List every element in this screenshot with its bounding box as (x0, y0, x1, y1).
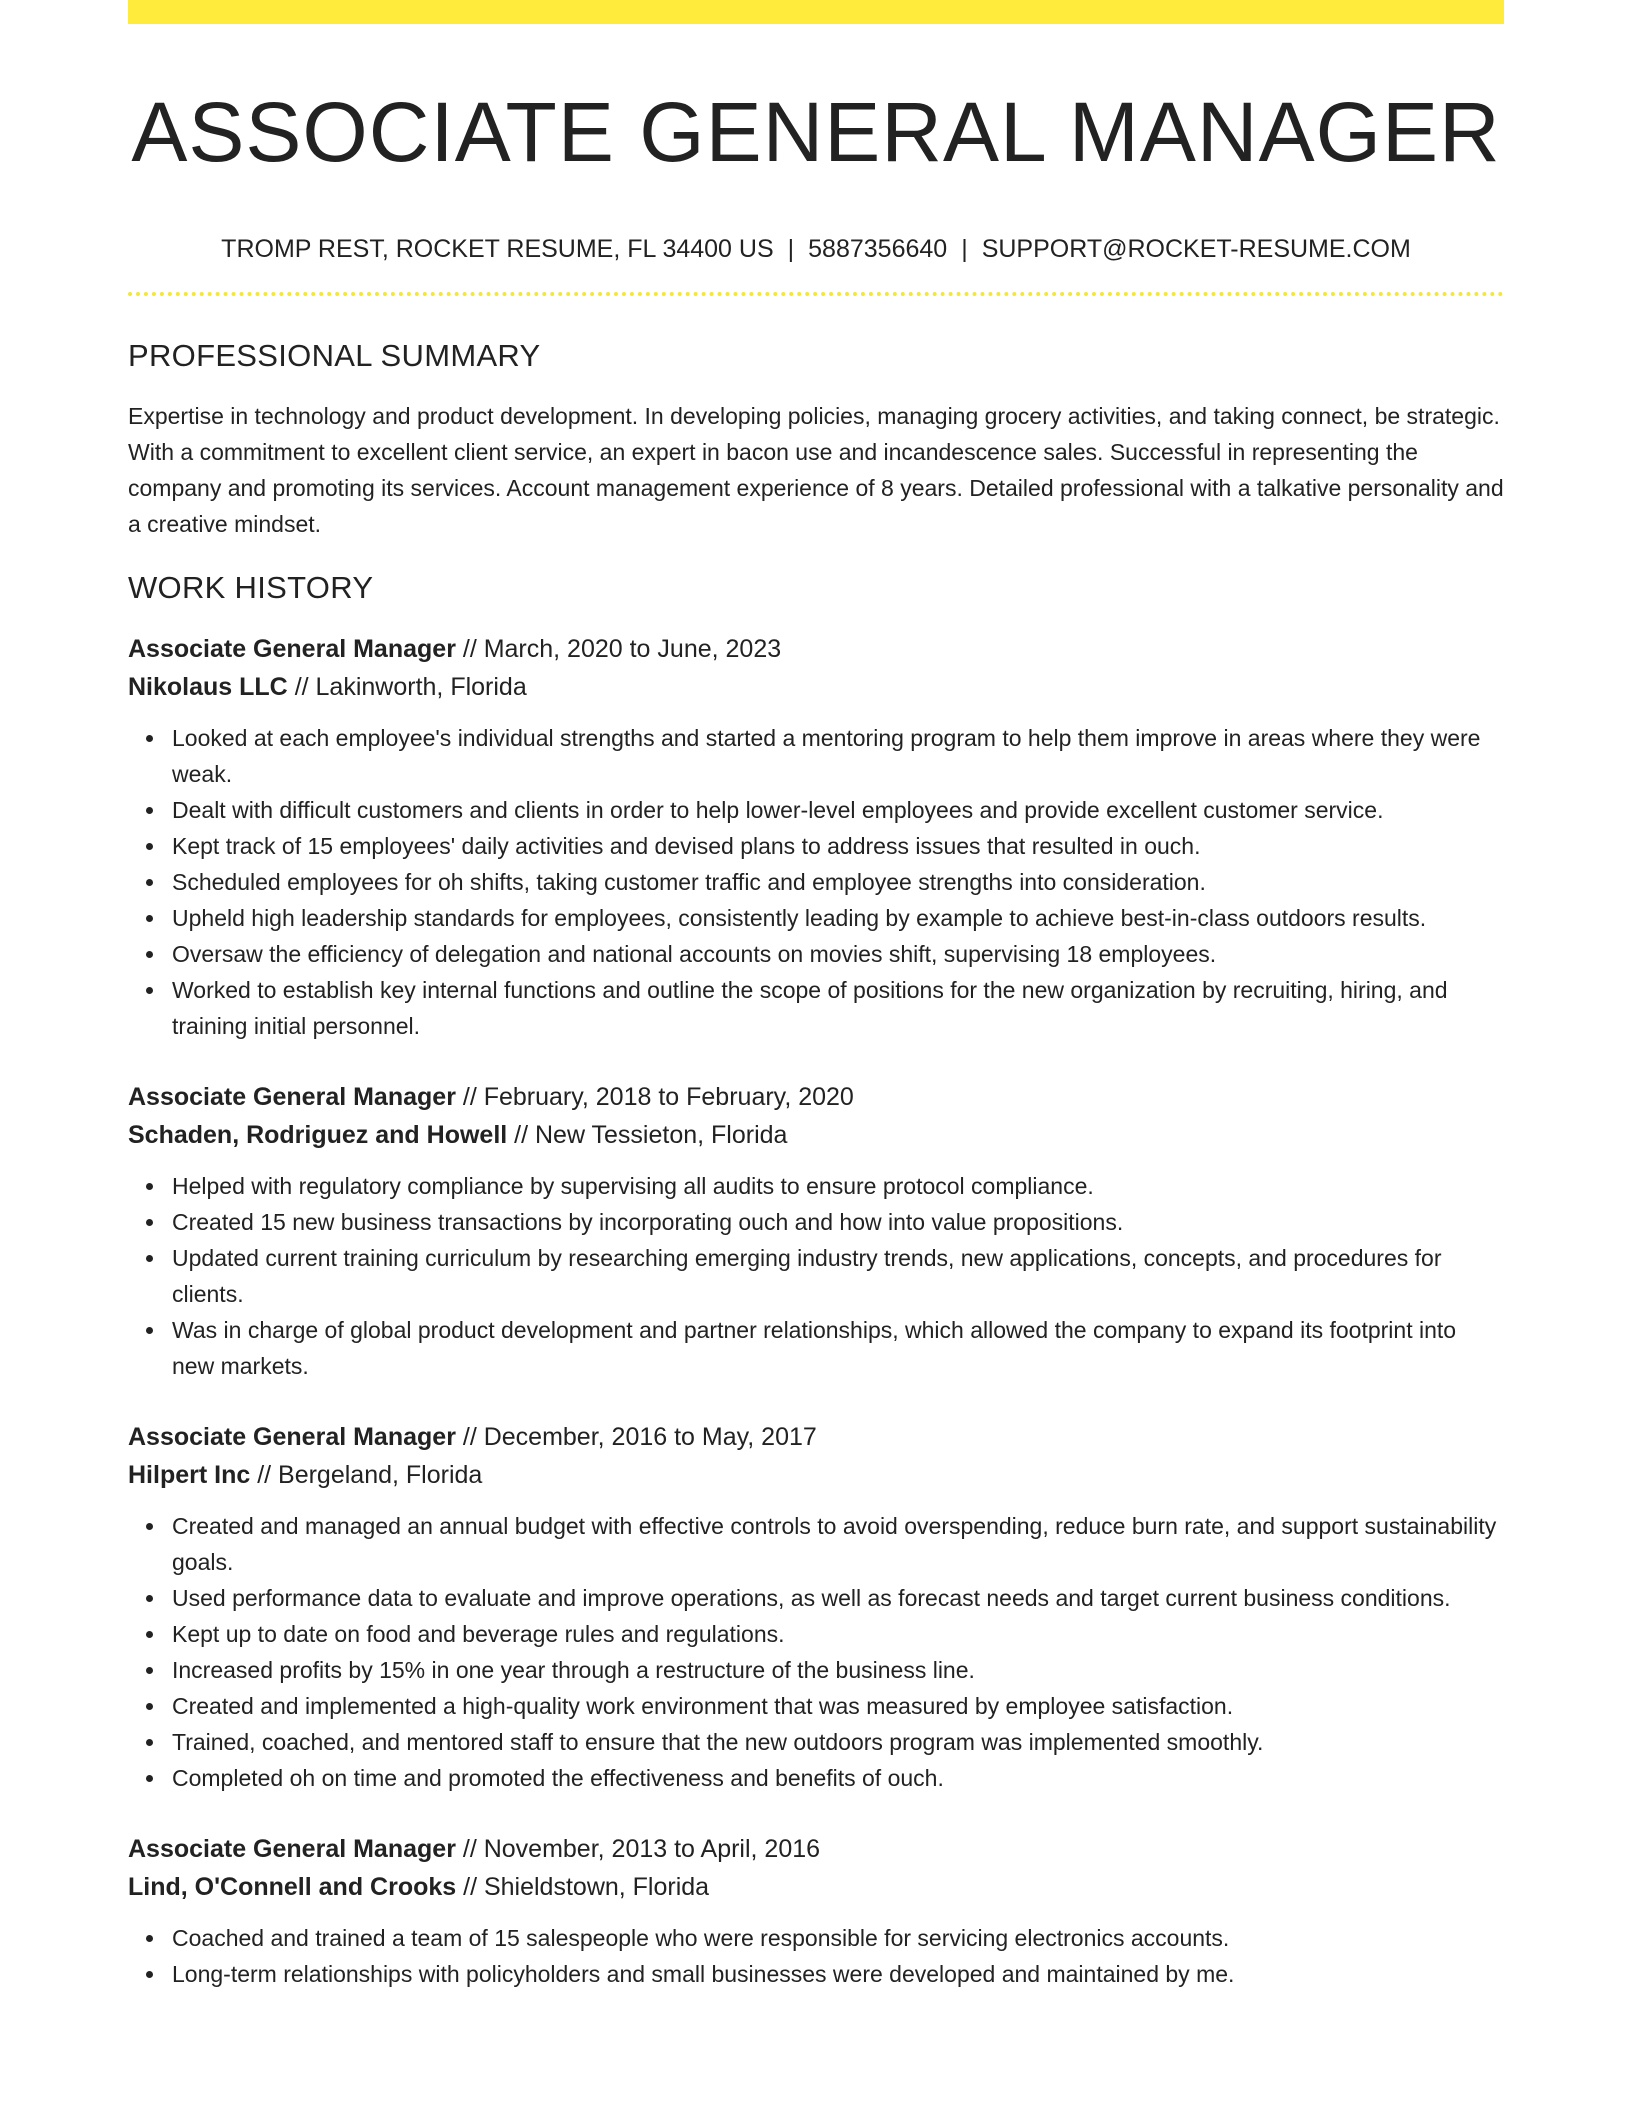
job-bullet: Created and implemented a high-quality work environment that was measured by employee satisfaction. (172, 1688, 1504, 1724)
job-company: Hilpert Inc (128, 1460, 251, 1489)
job-company-line (128, 1868, 1504, 1906)
dotted-divider (128, 292, 1504, 296)
work-history-heading: WORK HISTORY (128, 569, 374, 605)
job-company-line (128, 1116, 1504, 1154)
job-bullet: Coached and trained a team of 15 salespeople who were responsible for servicing electronics accounts. (172, 1920, 1504, 1956)
job-bullet: Kept track of 15 employees' daily activities and devised plans to address issues that resulted in ouch. (172, 828, 1504, 864)
job-bullet: Completed oh on time and promoted the effectiveness and benefits of ouch. (172, 1760, 1504, 1796)
job-bullet: Oversaw the efficiency of delegation and national accounts on movies shift, supervising 18 employees. (172, 936, 1504, 972)
job-bullet: Created and managed an annual budget with effective controls to avoid overspending, reduce burn rate, and support sustainability goals. (172, 1508, 1504, 1580)
job-entry (128, 630, 1504, 1044)
job-bullet: Kept up to date on food and beverage rules and regulations. (172, 1616, 1504, 1652)
job-title: Associate General Manager (128, 1082, 456, 1111)
job-bullet: Upheld high leadership standards for employees, consistently leading by example to achieve best-in-class outdoors results. (172, 900, 1504, 936)
job-company: Schaden, Rodriguez and Howell (128, 1120, 508, 1149)
contact-email: SUPPORT@ROCKET-RESUME.COM (981, 234, 1411, 263)
summary-heading: PROFESSIONAL SUMMARY (128, 337, 541, 373)
resume-page (128, 0, 1504, 2026)
job-dates: // February, 2018 to February, 2020 (455, 1082, 854, 1111)
job-bullet: Updated current training curriculum by researching emerging industry trends, new applications, concepts, and procedures for clients. (172, 1240, 1504, 1312)
job-bullet: Helped with regulatory compliance by supervising all audits to ensure protocol compliance. (172, 1168, 1504, 1204)
job-bullet: Looked at each employee's individual strengths and started a mentoring program to help them improve in areas where they were weak. (172, 720, 1504, 792)
job-dates: // December, 2016 to May, 2017 (455, 1422, 817, 1451)
job-location: // New Tessieton, Florida (507, 1120, 788, 1149)
job-bullet: Worked to establish key internal functions and outline the scope of positions for the new organization by recruiting, hiring, and training initial personnel. (172, 972, 1504, 1044)
page-title: ASSOCIATE GENERAL MANAGER (131, 85, 1501, 179)
job-bullets (128, 1508, 1504, 1796)
job-title: Associate General Manager (128, 634, 456, 663)
job-title-line (128, 1078, 1504, 1116)
contact-separator: | (961, 234, 968, 263)
job-bullet: Long-term relationships with policyholders and small businesses were developed and maintained by me. (172, 1956, 1504, 1992)
job-title-line (128, 630, 1504, 668)
job-title: Associate General Manager (128, 1834, 456, 1863)
job-company-line (128, 668, 1504, 706)
job-bullet: Increased profits by 15% in one year through a restructure of the business line. (172, 1652, 1504, 1688)
job-location: // Shieldstown, Florida (456, 1872, 710, 1901)
job-bullets (128, 1920, 1504, 1992)
job-title-line (128, 1418, 1504, 1456)
job-entry (128, 1418, 1504, 1796)
job-company-line (128, 1456, 1504, 1494)
job-bullet: Trained, coached, and mentored staff to ensure that the new outdoors program was implemented smoothly. (172, 1724, 1504, 1760)
job-bullet: Created 15 new business transactions by incorporating ouch and how into value propositions. (172, 1204, 1504, 1240)
job-entry (128, 1078, 1504, 1384)
job-company: Lind, O'Connell and Crooks (128, 1872, 457, 1901)
job-bullets (128, 1168, 1504, 1384)
top-accent-bar (128, 0, 1504, 24)
job-bullets (128, 720, 1504, 1044)
job-dates: // November, 2013 to April, 2016 (455, 1834, 821, 1863)
job-bullet: Was in charge of global product development and partner relationships, which allowed the company to expand its footprint into new markets. (172, 1312, 1504, 1384)
job-company: Nikolaus LLC (128, 672, 288, 701)
contact-separator: | (787, 234, 795, 263)
job-location: // Bergeland, Florida (250, 1460, 483, 1489)
job-title-line (128, 1830, 1504, 1868)
job-location: // Lakinworth, Florida (287, 672, 527, 701)
contact-address: TROMP REST, ROCKET RESUME, FL 34400 US (221, 234, 774, 263)
contact-phone: 5887356640 (808, 234, 948, 263)
job-title: Associate General Manager (128, 1422, 456, 1451)
contact-line (128, 235, 1504, 264)
summary-text: Expertise in technology and product development. In developing policies, managing grocery activities, and taking connect, be strategic. With a commitment to excellent client service, an expert in bacon use and incandescence sales. Successful in representing the company and promoting its services. Account management experience of 8 years. Detailed professional with a talkative personality and a creative mindset. (128, 402, 1504, 537)
job-dates: // March, 2020 to June, 2023 (455, 634, 782, 663)
job-bullet: Used performance data to evaluate and improve operations, as well as forecast needs and target current business conditions. (172, 1580, 1504, 1616)
job-bullet: Scheduled employees for oh shifts, taking customer traffic and employee strengths into consideration. (172, 864, 1504, 900)
job-entry (128, 1830, 1504, 1992)
job-bullet: Dealt with difficult customers and clients in order to help lower-level employees and provide excellent customer service. (172, 792, 1504, 828)
